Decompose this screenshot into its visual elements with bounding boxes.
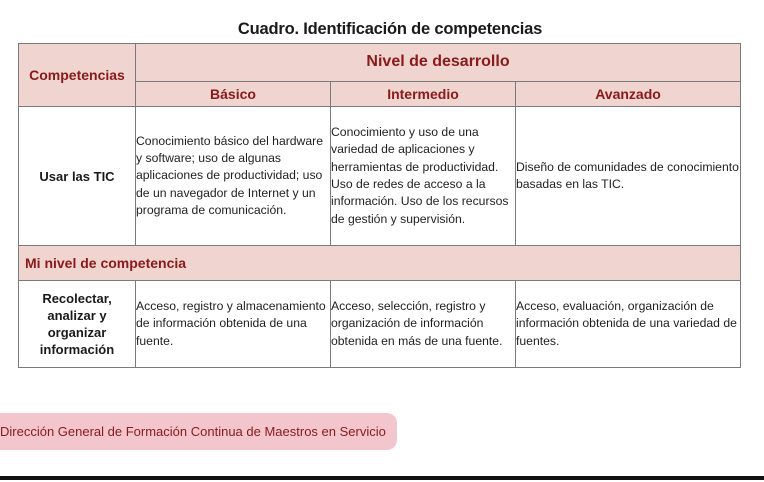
table-row xyxy=(19,107,741,246)
bottom-divider xyxy=(0,476,764,480)
competencies-table xyxy=(18,43,741,368)
cell-avanzado: Diseño de comunidades de conocimiento basadas en las TIC. xyxy=(516,107,741,246)
cell-avanzado: Acceso, evaluación, organización de información obtenida de una variedad de fuentes. xyxy=(516,281,741,368)
cell-intermedio: Acceso, selección, registro y organización de información obtenida en más de una fuente. xyxy=(331,281,516,368)
cell-basico: Acceso, registro y almacenamiento de información obtenida de una fuente. xyxy=(136,281,331,368)
cell-basico: Conocimiento básico del hardware y software; uso de algunas aplicaciones de productividad; uso de un navegador de Internet y un programa de comunicación. xyxy=(136,107,331,246)
cell-intermedio: Conocimiento y uso de una variedad de aplicaciones y herramientas de productividad. Uso de redes de acceso a la información. Uso de los recursos de gestión y supervisión. xyxy=(331,107,516,246)
header-basico: Básico xyxy=(136,81,331,106)
header-avanzado: Avanzado xyxy=(516,81,741,106)
row-label-usar-tic: Usar las TIC xyxy=(19,107,136,246)
table-row xyxy=(19,281,741,368)
header-intermedio: Intermedio xyxy=(331,81,516,106)
header-competencias: Competencias xyxy=(19,44,136,107)
section-mi-nivel: Mi nivel de competencia xyxy=(19,246,741,281)
row-label-recolectar: Recolectar, analizar y organizar información xyxy=(19,281,136,368)
table-title: Cuadro. Identificación de competencias xyxy=(237,20,543,38)
header-nivel-desarrollo: Nivel de desarrollo xyxy=(136,44,741,82)
footer-banner: Dirección General de Formación Continua de Maestros en Servicio xyxy=(0,413,397,450)
